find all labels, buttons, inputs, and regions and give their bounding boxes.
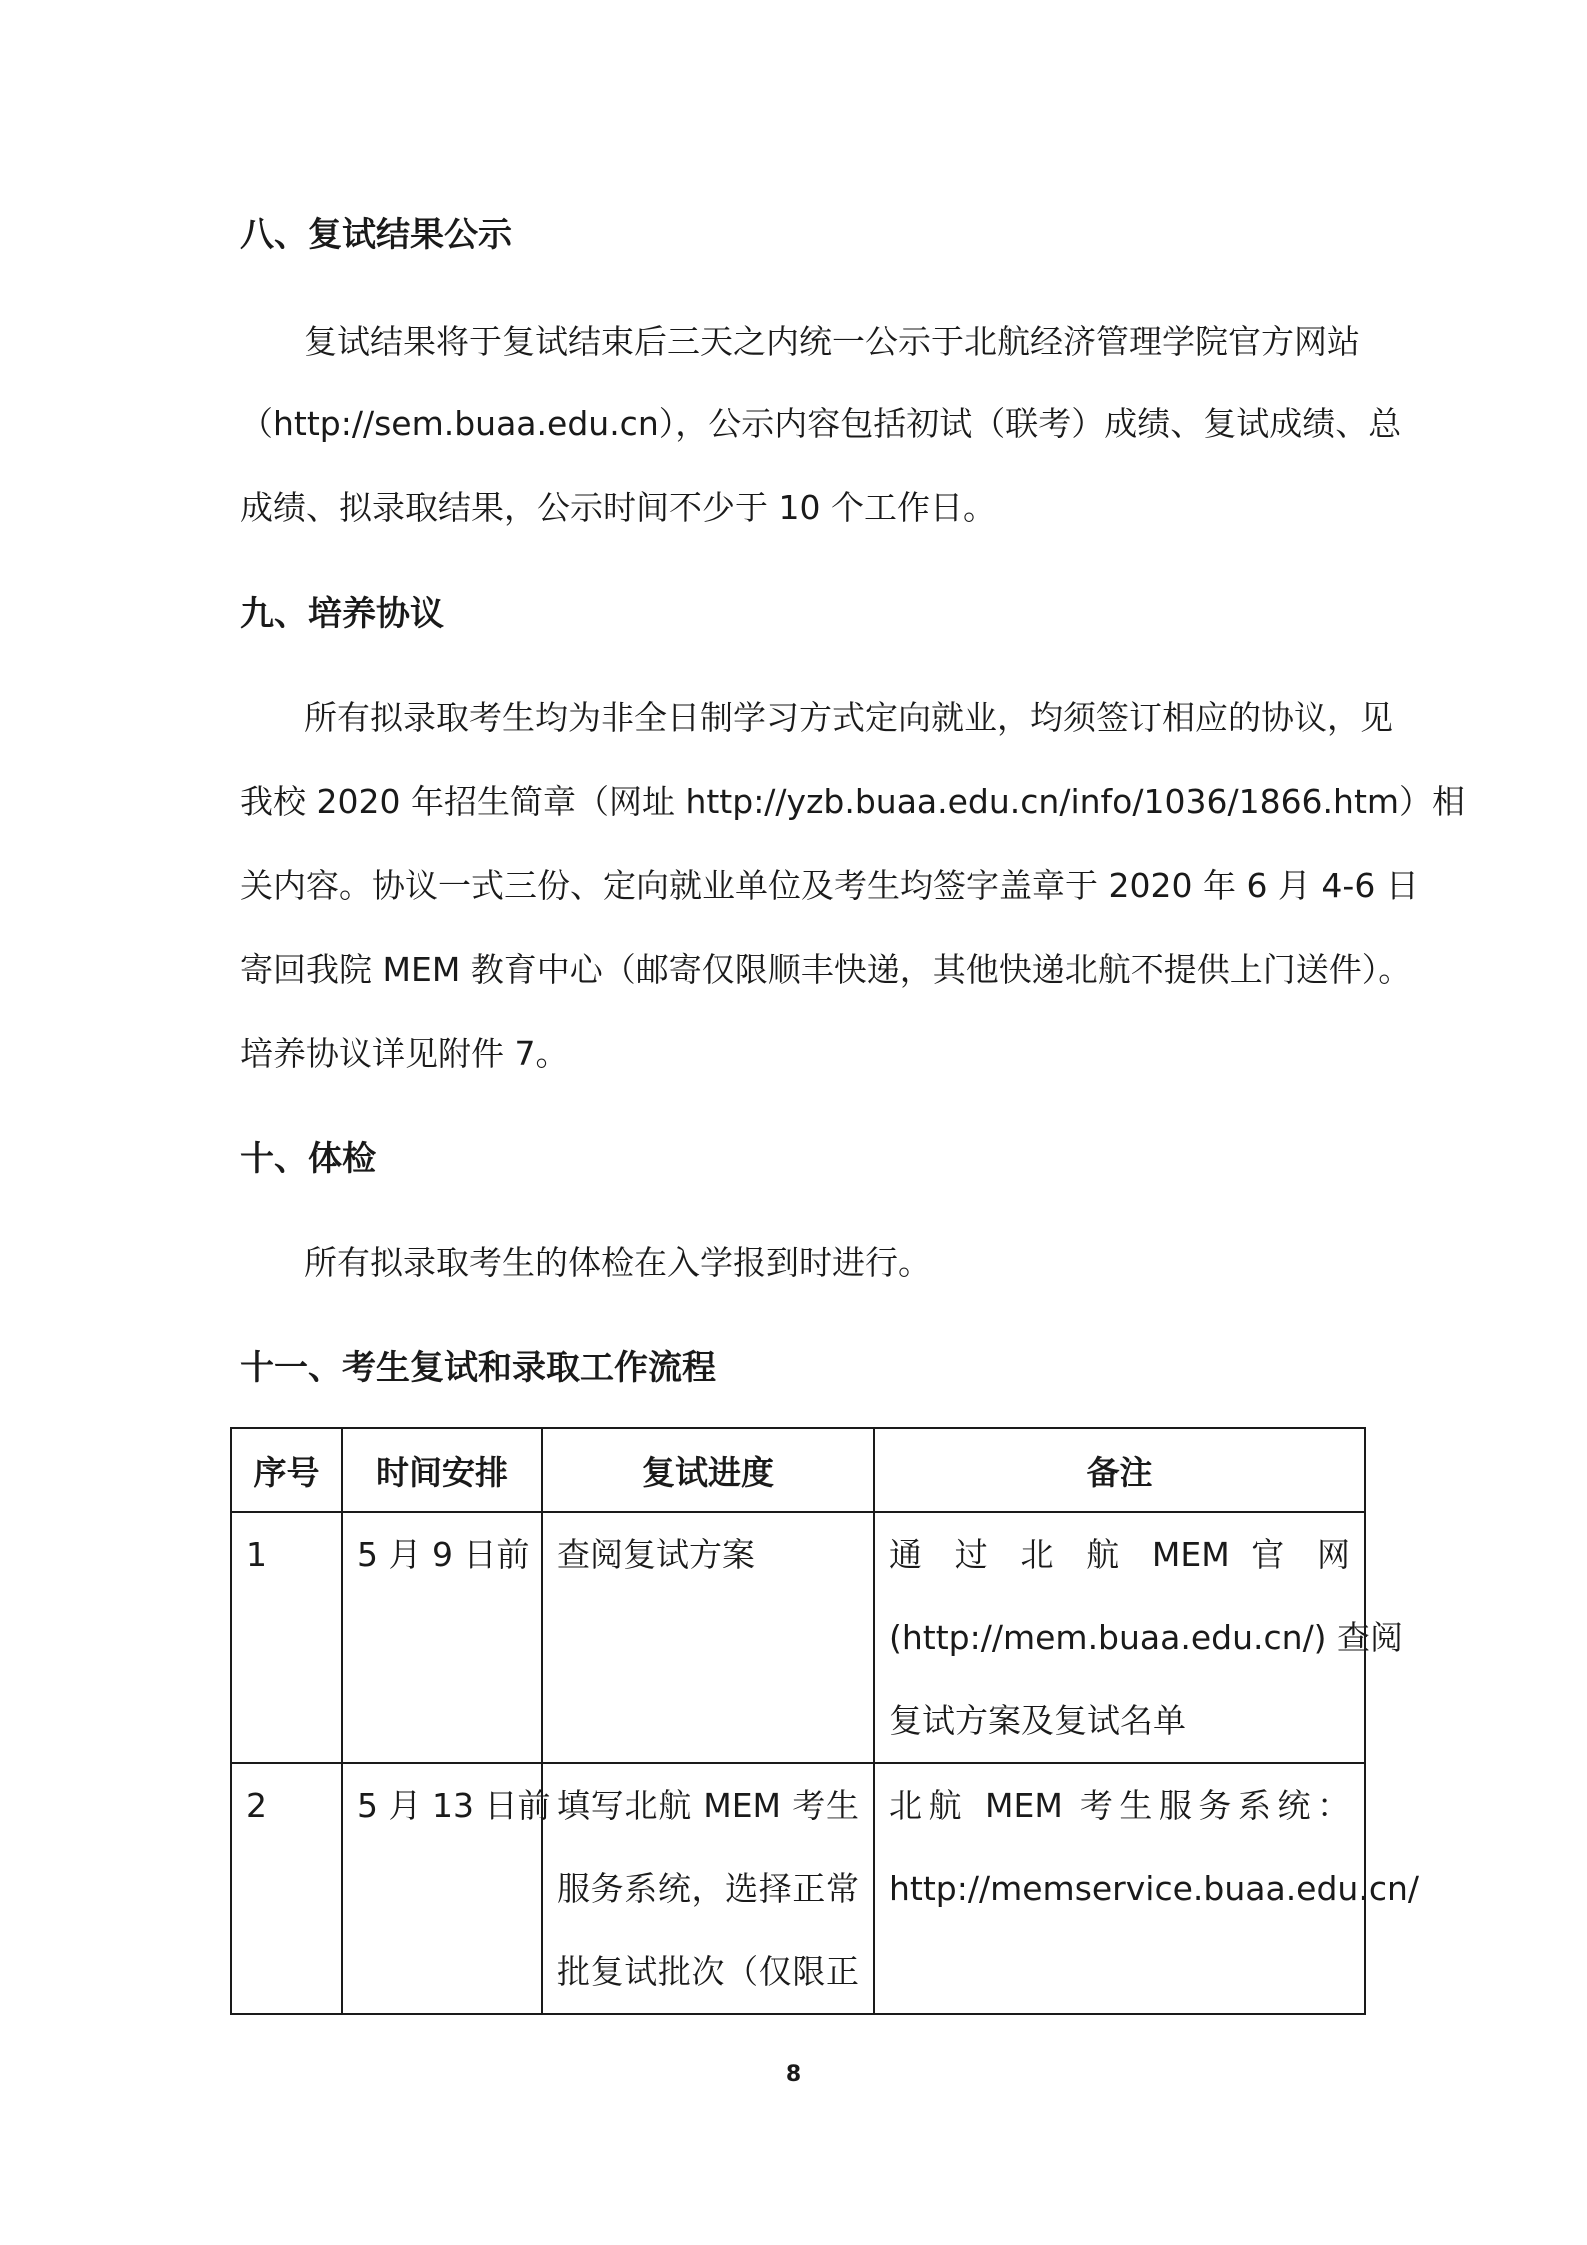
paragraph-line: 所有拟录取考生均为非全日制学习方式定向就业，均须签订相应的协议，见 <box>304 698 1393 737</box>
cell-text: 5 月 13 日前 <box>357 1786 551 1825</box>
table-row <box>231 1512 1365 1763</box>
cell-text: 填写北航 MEM 考生 <box>557 1786 859 1825</box>
cell-text: 2 <box>246 1786 267 1825</box>
section-heading-11: 十一、考生复试和录取工作流程 <box>240 1348 716 1388</box>
cell-text: http://memservice.buaa.edu.cn/ <box>889 1869 1420 1908</box>
table-header-row <box>231 1428 1365 1512</box>
table-cell-progress <box>542 1512 874 1763</box>
cell-text: 查阅复试方案 <box>557 1535 755 1574</box>
table-cell-note <box>874 1763 1420 2014</box>
cell-text: 1 <box>246 1535 267 1574</box>
cell-text: 复试方案及复试名单 <box>889 1701 1186 1740</box>
cell-text: 通 过 北 航 MEM 官 网 <box>889 1535 1350 1574</box>
table-row <box>231 1763 1365 2014</box>
paragraph-line: 我校 2020 年招生简章（网址 http://yzb.buaa.edu.cn/info/1036/1866.htm）相 <box>240 782 1466 821</box>
table-header-cell: 时间安排 <box>342 1428 542 1512</box>
paragraph-line: （http://sem.buaa.edu.cn），公示内容包括初试（联考）成绩、复试成绩、总 <box>240 404 1402 443</box>
section-heading-9: 九、培养协议 <box>240 594 444 634</box>
table-cell-note <box>874 1512 1404 1763</box>
page-number: 8 <box>785 2062 802 2087</box>
table-cell-no <box>231 1512 342 1763</box>
section-heading-8: 八、复试结果公示 <box>240 215 512 255</box>
paragraph-line: 所有拟录取考生的体检在入学报到时进行。 <box>304 1243 931 1282</box>
cell-text: 北航 MEM 考生服务系统： <box>889 1786 1350 1825</box>
table-header-cell: 备注 <box>874 1428 1365 1512</box>
paragraph-line: 关内容。协议一式三份、定向就业单位及考生均签字盖章于 2020 年 6 月 4-6 日 <box>240 866 1419 905</box>
cell-text: 5 月 9 日前 <box>357 1535 530 1574</box>
paragraph-line: 复试结果将于复试结束后三天之内统一公示于北航经济管理学院官方网站 <box>304 322 1360 361</box>
paragraph-line: 培养协议详见附件 7。 <box>240 1034 569 1073</box>
paragraph-line: 成绩、拟录取结果，公示时间不少于 10 个工作日。 <box>240 488 996 527</box>
workflow-table <box>230 1427 1420 2015</box>
table-cell-progress <box>542 1763 874 2014</box>
table-cell-time <box>342 1763 551 2014</box>
table-header-cell: 序号 <box>231 1428 342 1512</box>
cell-text: (http://mem.buaa.edu.cn/) 查阅 <box>889 1618 1404 1657</box>
cell-text: 服务系统，选择正常 <box>557 1869 859 1908</box>
table-cell-time <box>342 1512 542 1763</box>
paragraph-line: 寄回我院 MEM 教育中心（邮寄仅限顺丰快递，其他快递北航不提供上门送件）。 <box>240 950 1412 989</box>
cell-text: 批复试批次（仅限正 <box>557 1952 859 1991</box>
table-cell-no <box>231 1763 342 2014</box>
section-heading-10: 十、体检 <box>240 1139 376 1179</box>
table-header-cell: 复试进度 <box>542 1428 874 1512</box>
